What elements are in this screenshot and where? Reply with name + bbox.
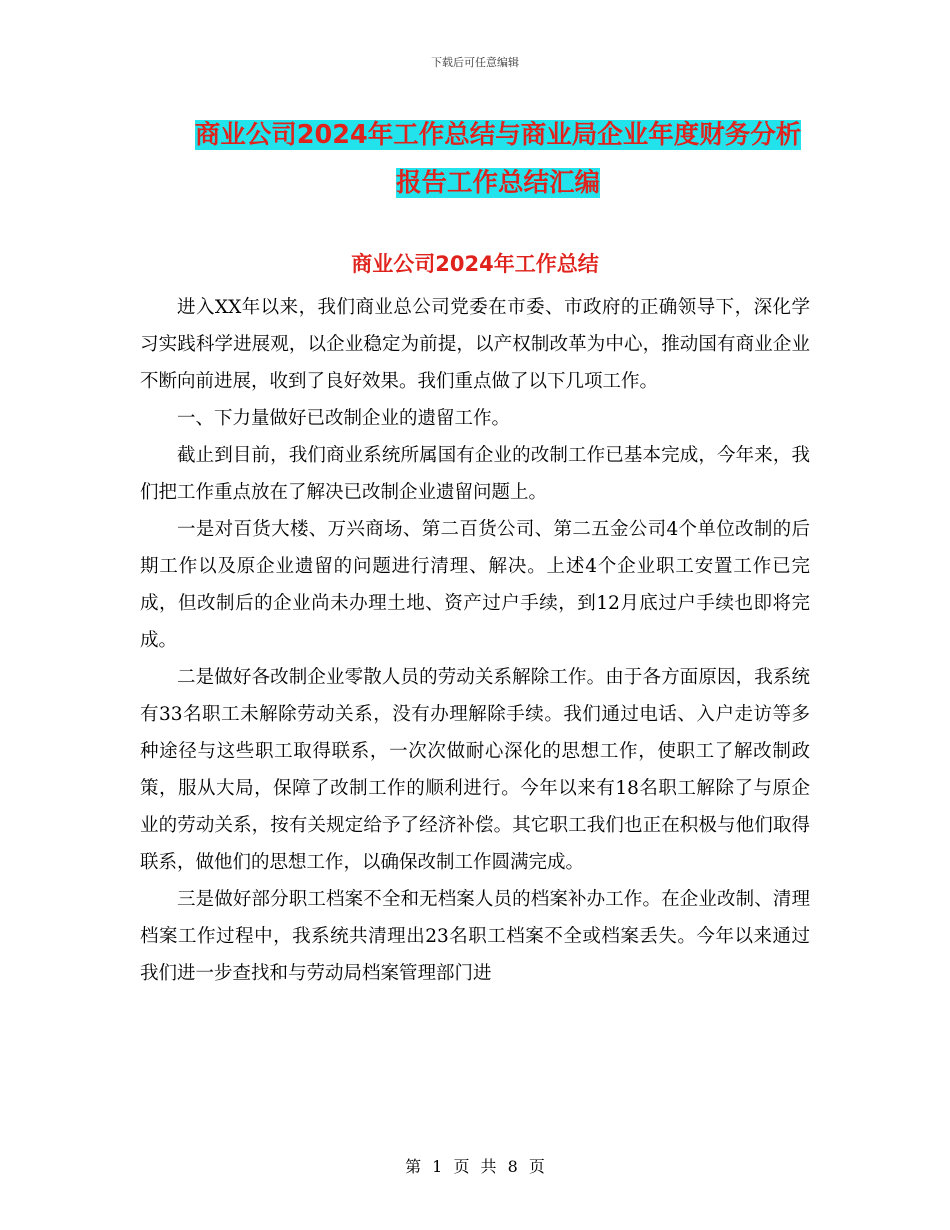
document-body xyxy=(140,289,810,992)
paragraph-heading-1: 一、下力量做好已改制企业的遗留工作。 xyxy=(177,408,511,429)
document-title-line-2: 报告工作总结汇编 xyxy=(395,168,600,198)
paragraph-item-1: 一是对百货大楼、万兴商场、第二百货公司、第二五金公司4个单位改制的后期工作以及原企业遗留的问题进行清理、解决。上述4个企业职工安置工作已完成，但改制后的企业尚未办理土地、资产过户手续，到12月底过户手续也即将完成。 xyxy=(140,519,810,651)
paragraph-progress: 截止到目前，我们商业系统所属国有企业的改制工作已基本完成，今年来，我们把工作重点放在了解决已改制企业遗留问题上。 xyxy=(140,445,810,503)
page-header-note: 下载后可任意编辑 xyxy=(431,56,519,69)
page-number: 第 1 页 共 8 页 xyxy=(405,1157,545,1176)
document-title-line-1: 商业公司2024年工作总结与商业局企业年度财务分析 xyxy=(194,120,802,150)
section-title: 商业公司2024年工作总结 xyxy=(351,252,599,276)
paragraph-item-2: 二是做好各改制企业零散人员的劳动关系解除工作。由于各方面原因，我系统有33名职工未解除劳动关系，没有办理解除手续。我们通过电话、入户走访等多种途径与这些职工取得联系，一次次做耐心深化的思想工作，使职工了解改制政策，服从大局，保障了改制工作的顺利进行。今年以来有18名职工解除了与原企业的劳动关系，按有关规定给予了经济补偿。其它职工我们也正在积极与他们取得联系，做他们的思想工作，以确保改制工作圆满完成。 xyxy=(140,667,810,873)
paragraph-item-3: 三是做好部分职工档案不全和无档案人员的档案补办工作。在企业改制、清理档案工作过程中，我系统共清理出23名职工档案不全或档案丢失。今年以来通过我们进一步查找和与劳动局档案管理部门进 xyxy=(140,889,810,984)
document-title xyxy=(140,111,856,207)
paragraph-intro: 进入XX年以来，我们商业总公司党委在市委、市政府的正确领导下，深化学习实践科学进展观，以企业稳定为前提，以产权制改革为中心，推动国有商业企业不断向前进展，收到了良好效果。我们重点做了以下几项工作。 xyxy=(140,297,810,392)
